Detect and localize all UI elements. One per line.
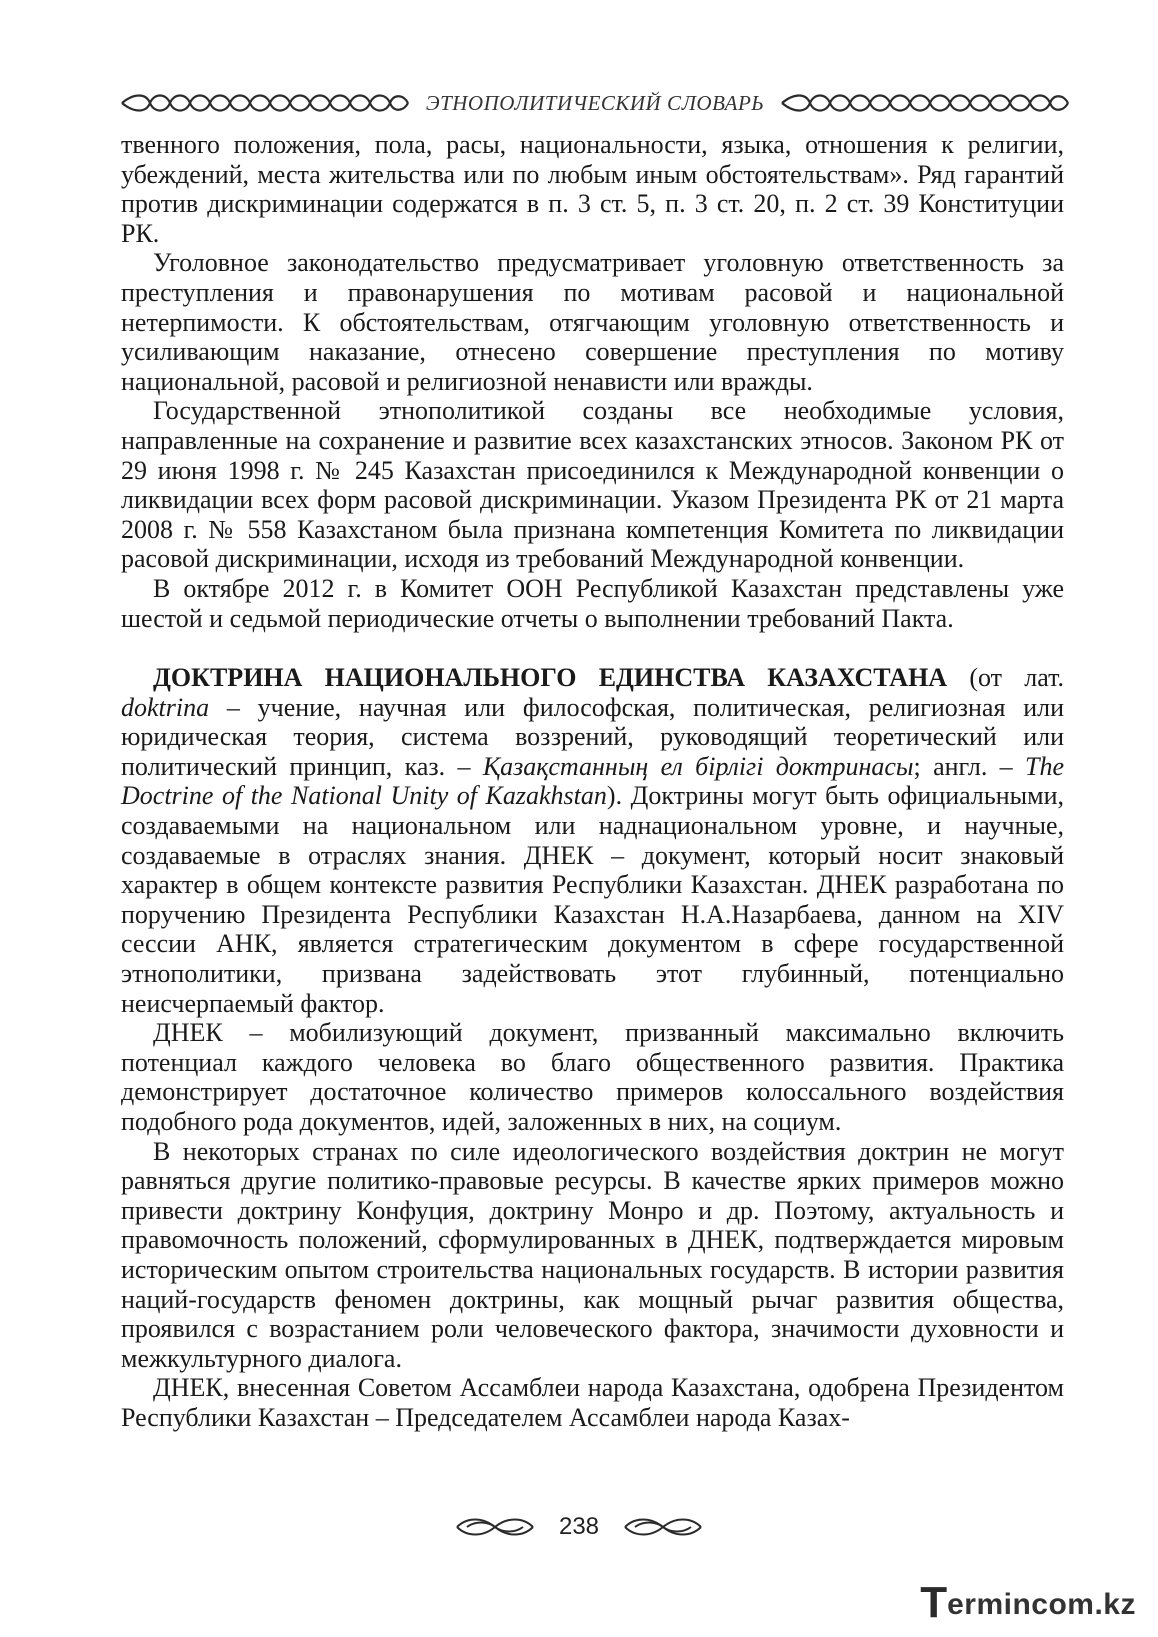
- entry-kazakh: Қазақстанның ел бірлігі доктринасы: [482, 751, 914, 781]
- entry-text-2: – учение, научная или философская, политическая, религиозная или юридическая теория, система воззрений, руководящий теоретический или политический принцип, каз. –: [121, 692, 1064, 781]
- watermark-text: ermincom.kz: [947, 1588, 1136, 1621]
- entry-text-3: ; англ. –: [913, 751, 1025, 781]
- paragraph-assembly: ДНЕК, внесенная Советом Ассамблеи народа Казахстана, одобрена Президентом Республики Казахстан – Председателем Ассамблеи народа Казах-: [121, 1373, 1064, 1432]
- page-number: 238: [558, 1513, 600, 1540]
- paragraph-mobilizing: ДНЕК – мобилизующий документ, призванный максимально включить потенциал каждого человека во благо общественного развития. Практика демонстрирует достаточное количество примеров колоссального воздействия подобного рода документов, идей, заложенных в них, на социум.: [121, 1018, 1064, 1136]
- running-head-title: ЭТНОПОЛИТИЧЕСКИЙ СЛОВАРЬ: [425, 90, 765, 115]
- paragraph-criminal-law: Уголовное законодательство предусматривает уголовную ответственность за преступления и правонарушения по мотивам расовой и национальной нетерпимости. К обстоятельствам, отягчающим уголовную ответственность и усиливающим наказание, отнесено совершение преступления по мотиву национальной, расовой и религиозной ненависти или вражды.: [121, 248, 1064, 396]
- page-body: [121, 130, 1064, 1433]
- swirl-right-icon: [621, 1516, 705, 1538]
- watermark-logo: [920, 1578, 1136, 1627]
- entry-term: ДОКТРИНА НАЦИОНАЛЬНОГО ЕДИНСТВА КАЗАХСТАНА: [153, 663, 948, 693]
- watermark-first-letter: T: [920, 1578, 948, 1627]
- paragraph-ideology: В некоторых странах по силе идеологического воздействия доктрин не могут равняться другие политико-правовые ресурсы. В качестве ярких примеров можно привести доктрину Конфуция, доктрину Монро и др. Поэтому, актуальность и правомочность положений, сформулированных в ДНЕК, подтверждается мировым историческим опытом строительства национальных государств. В истории развития наций-государств феномен доктрины, как мощный рычаг развития общества, проявился с возрастанием роли человеческого фактора, значимости духовности и межкультурного диалога.: [121, 1136, 1064, 1373]
- paragraph-un-committee: В октябре 2012 г. в Комитет ООН Республикой Казахстан представлены уже шестой и седьмой периодические отчеты о выполнении требований Пакта.: [121, 573, 1064, 633]
- entry-text-1: (от лат.: [947, 663, 1064, 693]
- ornament-right-icon: [780, 91, 1070, 115]
- paragraph-ethnopolitics: Государственной этнополитикой созданы все необходимые условия, направленные на сохранение и развитие всех казахстанских этносов. Законом РК от 29 июня 1998 г. № 245 Казахстан присоединился к Международной конвенции о ликвидации всех форм расовой дискриминации. Указом Президента РК от 21 марта 2008 г. № 558 Казахстаном была признана компетенция Комитета по ликвидации расовой дискриминации, исходя из требований Международной конвенции.: [121, 396, 1064, 574]
- entry-english: The Doctrine of the National Unity of Kazakhstan: [121, 751, 1064, 811]
- swirl-left-icon: [453, 1516, 537, 1538]
- paragraph-continuation: твенного положения, пола, расы, национальности, языка, отношения к религии, убеждений, места жительства или по любым иным обстоятельствам». Ряд гарантий против дискриминации содержатся в п. 3 ст. 5, п. 3 ст. 20, п. 2 ст. 39 Конституции РК.: [121, 130, 1064, 248]
- entry-latin: doktrina: [121, 692, 210, 722]
- page-footer: [0, 1512, 1158, 1542]
- entry-text-4: ). Доктрины могут быть официальными, создаваемыми на национальном или наднациональном уровне, и научные, создаваемые в отраслях знания. ДНЕК – документ, который носит знаковый характер в общем контексте развития Республики Казахстан. ДНЕК разработана по поручению Президента Республики Казахстан Н.А.Назарбаева, данном на XIV сессии АНК, является стратегическим документом в сфере государственной этнополитики, призвана задействовать этот глубинный, потенциально неисчерпаемый фактор.: [121, 781, 1064, 1018]
- running-header: [120, 88, 1070, 118]
- dictionary-entry: [121, 663, 1064, 1018]
- ornament-left-icon: [120, 91, 410, 115]
